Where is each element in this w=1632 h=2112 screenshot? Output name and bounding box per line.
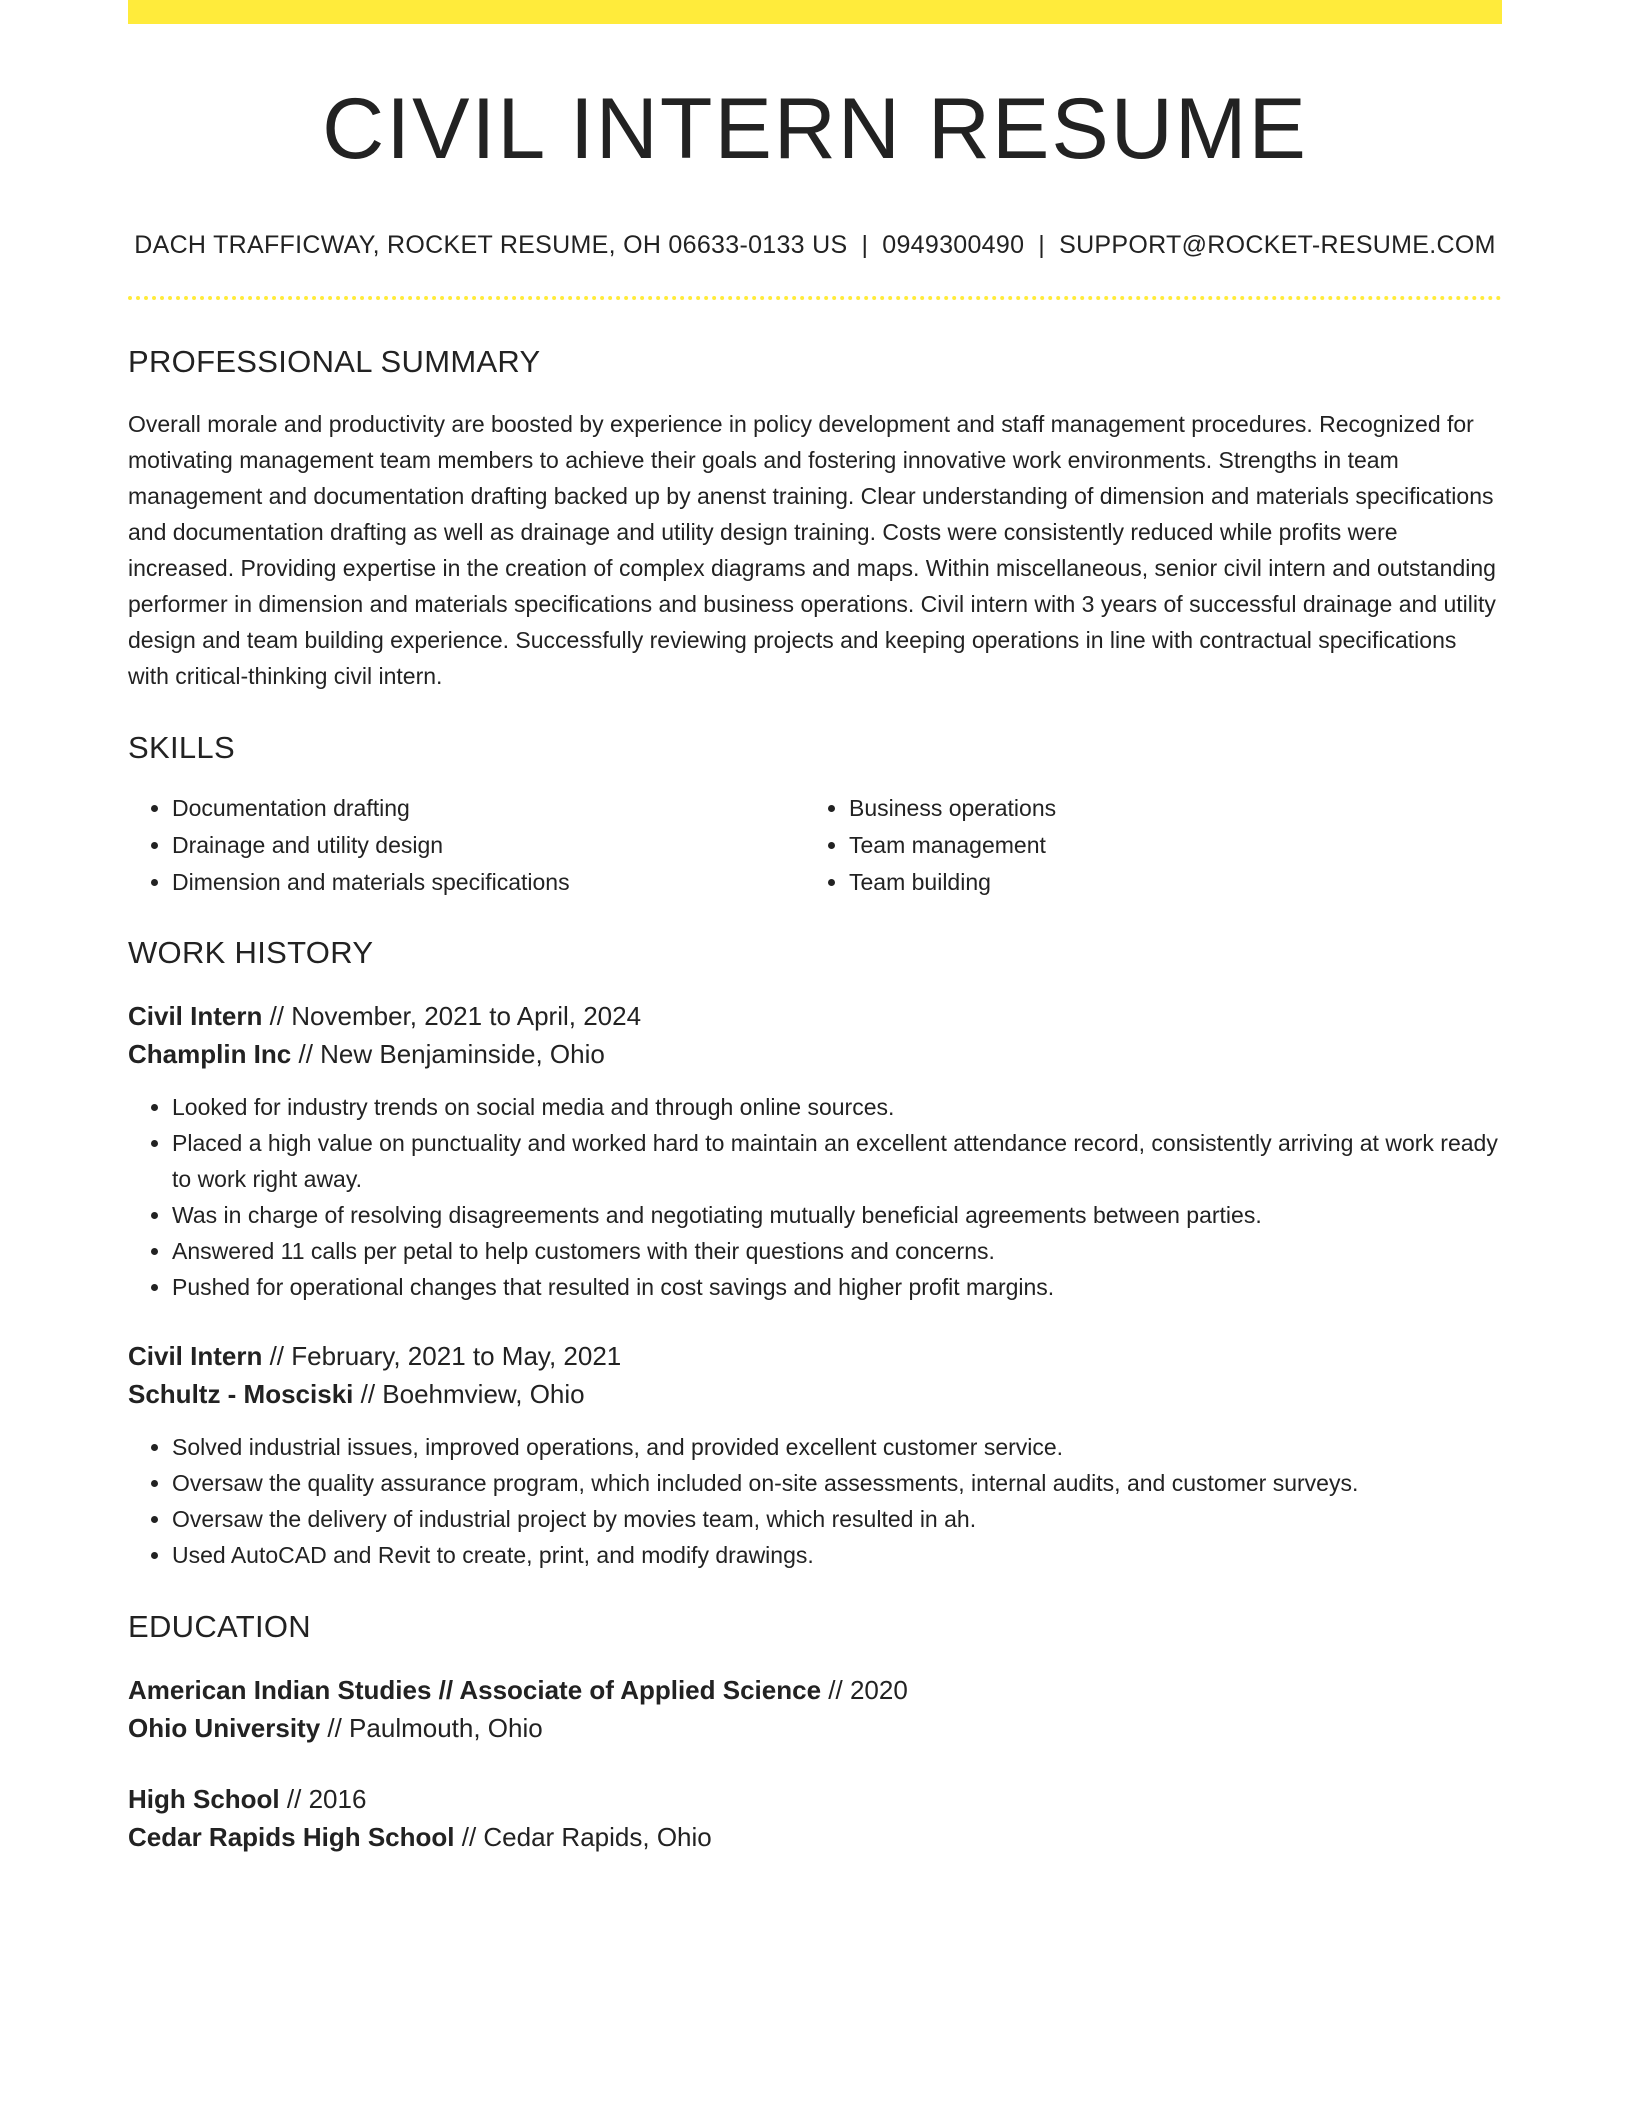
job-title: Civil Intern bbox=[128, 1000, 263, 1031]
job-title-line bbox=[128, 997, 1502, 1035]
education-year: // 2016 bbox=[279, 1783, 367, 1814]
education-school: Cedar Rapids High School bbox=[128, 1821, 455, 1852]
contact-email: SUPPORT@ROCKET-RESUME.COM bbox=[1059, 230, 1496, 259]
job-bullet: • Solved industrial issues, improved operations, and provided excellent customer service. bbox=[172, 1429, 1502, 1465]
job-location: // Boehmview, Ohio bbox=[353, 1378, 585, 1409]
dotted-divider bbox=[128, 296, 1502, 300]
skill-item: • Team building bbox=[849, 864, 1482, 901]
job-bullet: • Used AutoCAD and Revit to create, print, and modify drawings. bbox=[172, 1537, 1502, 1573]
education-location: // Paulmouth, Ohio bbox=[320, 1712, 543, 1743]
contact-separator: | bbox=[861, 230, 869, 259]
job-dates: // November, 2021 to April, 2024 bbox=[262, 1000, 642, 1031]
job-entry bbox=[128, 997, 1502, 1305]
education-degree-line bbox=[128, 1671, 1502, 1709]
job-dates: // February, 2021 to May, 2021 bbox=[262, 1340, 622, 1371]
job-bullet: • Oversaw the quality assurance program, which included on-site assessments, internal audits, and customer surveys. bbox=[172, 1465, 1502, 1501]
job-bullet: • Looked for industry trends on social media and through online sources. bbox=[172, 1089, 1502, 1125]
skill-item: • Documentation drafting bbox=[172, 790, 805, 827]
contact-phone: 0949300490 bbox=[882, 230, 1025, 259]
education-heading: EDUCATION bbox=[128, 1608, 311, 1644]
summary-heading: PROFESSIONAL SUMMARY bbox=[128, 343, 541, 379]
job-company-line bbox=[128, 1035, 1502, 1073]
job-entry bbox=[128, 1337, 1502, 1573]
contact-address: DACH TRAFFICWAY, ROCKET RESUME, OH 06633-0133 US bbox=[134, 230, 848, 259]
skills-column-right bbox=[805, 790, 1482, 901]
resume-page bbox=[128, 0, 1502, 1856]
skill-item: • Dimension and materials specifications bbox=[172, 864, 805, 901]
skill-item: • Drainage and utility design bbox=[172, 827, 805, 864]
skills-list bbox=[128, 790, 1502, 901]
job-title: Civil Intern bbox=[128, 1340, 263, 1371]
education-degree-line bbox=[128, 1780, 1502, 1818]
job-location: // New Benjaminside, Ohio bbox=[291, 1038, 605, 1069]
education-school-line bbox=[128, 1818, 1502, 1856]
job-bullet: • Was in charge of resolving disagreements and negotiating mutually beneficial agreements between parties. bbox=[172, 1197, 1502, 1233]
summary-text: Overall morale and productivity are boosted by experience in policy development and staff management procedures. Recognized for motivating management team members to achieve their goals and fostering innovative work environments. Strengths in team management and documentation drafting backed up by anenst training. Clear understanding of dimension and materials specifications and documentation drafting as well as drainage and utility design training. Costs were consistently reduced while profits were increased. Providing expertise in the creation of complex diagrams and maps. Within miscellaneous, senior civil intern and outstanding performer in dimension and materials specifications and business operations. Civil intern with 3 years of successful drainage and utility design and team building experience. Successfully reviewing projects and keeping operations in line with contractual specifications with critical-thinking civil intern. bbox=[128, 410, 1496, 689]
job-company: Champlin Inc bbox=[128, 1038, 292, 1069]
job-company-line bbox=[128, 1375, 1502, 1413]
job-title-line bbox=[128, 1337, 1502, 1375]
education-school-line bbox=[128, 1709, 1502, 1747]
skills-heading: SKILLS bbox=[128, 729, 235, 765]
education-degree: American Indian Studies // Associate of Applied Science bbox=[128, 1674, 822, 1705]
skill-item: • Business operations bbox=[849, 790, 1482, 827]
top-accent-bar bbox=[128, 0, 1502, 24]
work-history-heading: WORK HISTORY bbox=[128, 934, 374, 970]
job-bullet: • Oversaw the delivery of industrial project by movies team, which resulted in ah. bbox=[172, 1501, 1502, 1537]
job-bullets bbox=[128, 1089, 1502, 1305]
skill-item: • Team management bbox=[849, 827, 1482, 864]
education-year: // 2020 bbox=[821, 1674, 908, 1705]
job-bullet: • Placed a high value on punctuality and worked hard to maintain an excellent attendance record, consistently arriving at work ready to work right away. bbox=[172, 1125, 1502, 1197]
contact-line bbox=[128, 231, 1502, 260]
education-entry bbox=[128, 1671, 1502, 1747]
education-school: Ohio University bbox=[128, 1712, 321, 1743]
resume-title: CIVIL INTERN RESUME bbox=[322, 81, 1308, 177]
job-bullet: • Pushed for operational changes that resulted in cost savings and higher profit margins. bbox=[172, 1269, 1502, 1305]
job-bullets bbox=[128, 1429, 1502, 1573]
skills-column-left bbox=[128, 790, 805, 901]
contact-separator: | bbox=[1038, 230, 1046, 259]
education-degree: High School bbox=[128, 1783, 280, 1814]
education-entry bbox=[128, 1780, 1502, 1856]
job-bullet: • Answered 11 calls per petal to help customers with their questions and concerns. bbox=[172, 1233, 1502, 1269]
job-company: Schultz - Mosciski bbox=[128, 1378, 354, 1409]
education-location: // Cedar Rapids, Ohio bbox=[454, 1821, 712, 1852]
